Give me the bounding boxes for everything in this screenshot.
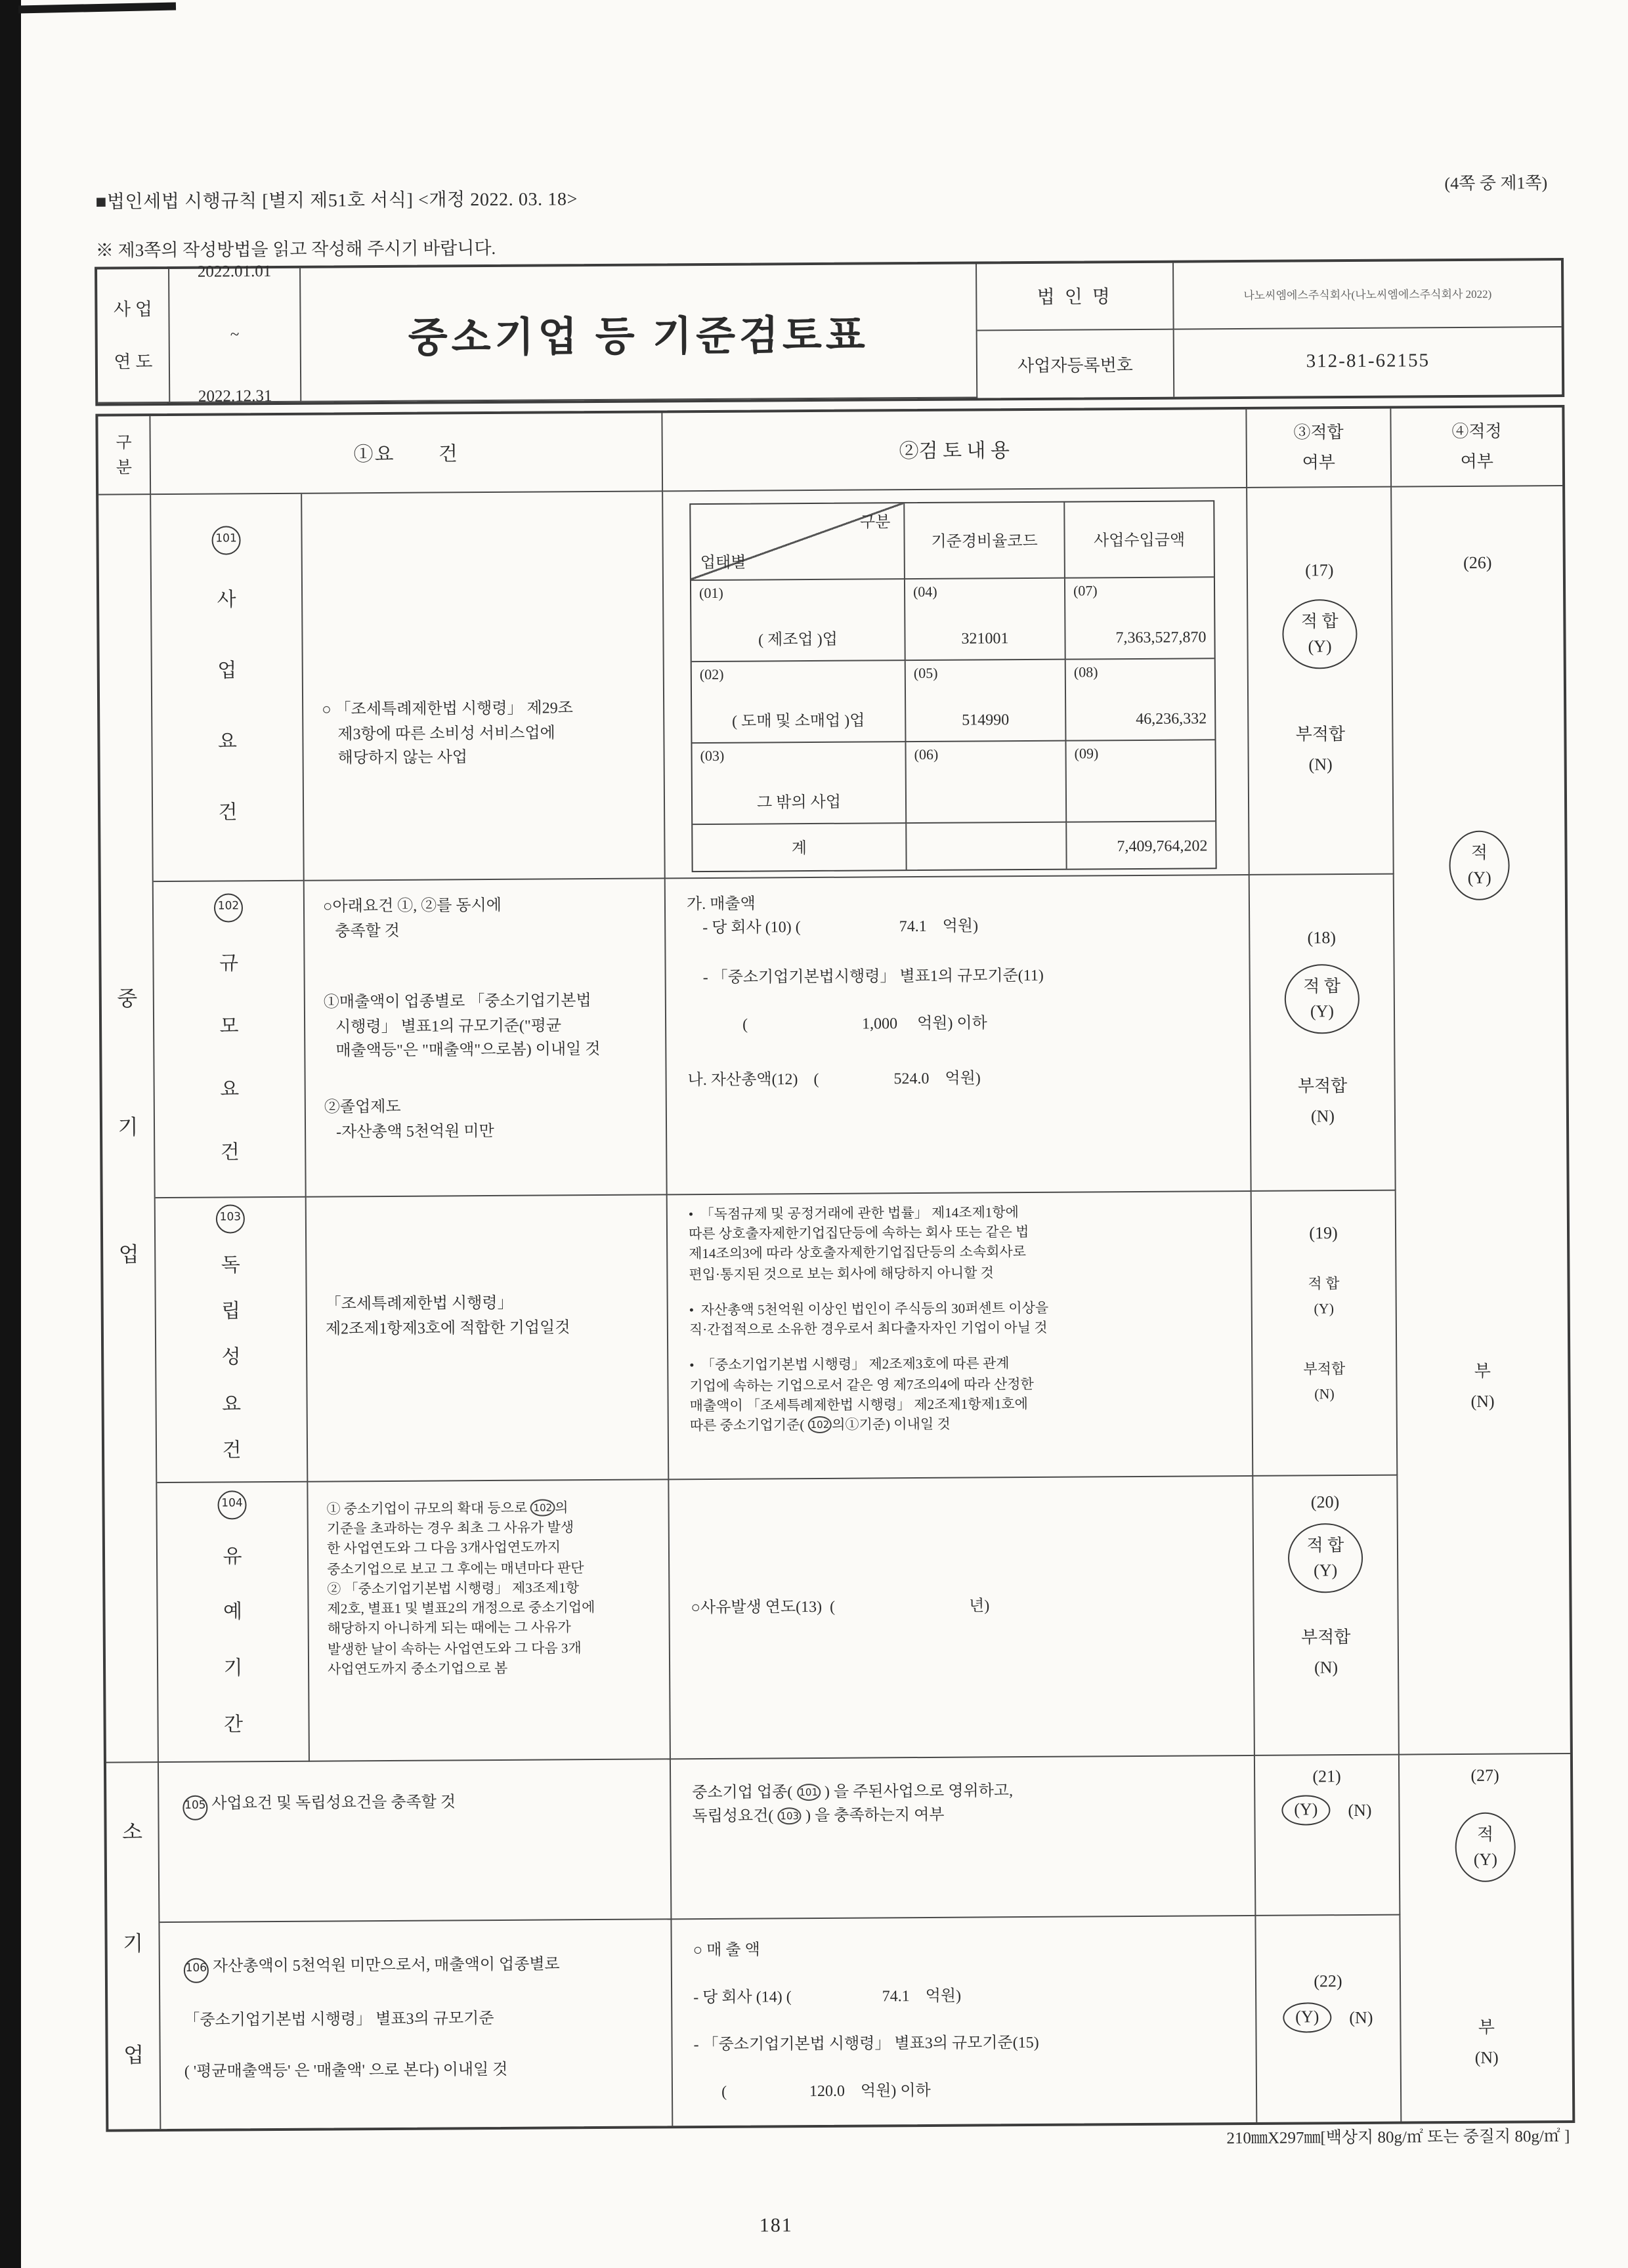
section-103-requirement: 「조세특례제한법 시행령」 제2조제1항제3호에 적합한 기업일것 xyxy=(307,1195,670,1482)
business-type-table xyxy=(689,500,1216,872)
business-year-label: 사 업 연 도 xyxy=(97,269,170,404)
table-row-1-code: (04) 321001 xyxy=(905,579,1066,661)
section-101-label xyxy=(151,494,305,882)
circled-ref-101: 101 xyxy=(796,1784,821,1801)
circled-number-104: 104 xyxy=(217,1490,246,1519)
group-label-small-enterprise: 소 기 업 xyxy=(106,1763,161,2129)
fitness-cell-106 xyxy=(1256,1916,1402,2122)
col-header-business-revenue: 사업수입금액 xyxy=(1065,501,1214,578)
fitness-cell-105 xyxy=(1255,1755,1400,1916)
biz-reg-label: 사업자등록번호 xyxy=(977,330,1175,398)
table-row-1-amount: (07) 7,363,527,870 xyxy=(1065,578,1214,660)
adequacy-no-option: 부 (N) xyxy=(1474,2017,1499,2068)
section-104-name: 유 예 기 간 xyxy=(223,1546,244,1736)
section-105-requirement: 105 사업요건 및 독립성요건을 충족할 것 xyxy=(159,1759,672,1923)
hand-circle-mark: (Y) xyxy=(1282,1795,1329,1825)
circled-ref-103: 103 xyxy=(777,1807,802,1824)
hand-circle-mark: 적 합 (Y) xyxy=(1288,1523,1362,1593)
table-row-3-amount: (09) xyxy=(1066,740,1215,822)
fitness-no-option: (N) xyxy=(1348,1799,1372,1820)
diagonal-label-top: 구분 xyxy=(859,513,891,532)
col-header-requirement: ①요 건 xyxy=(150,413,663,495)
hand-circle-mark: 적 합 (Y) xyxy=(1285,964,1359,1034)
paper-spec-note: 210㎜X297㎜[백상지 80g/㎡ 또는 중질지 80g/㎡ ] xyxy=(1226,2127,1570,2148)
period-tilde: ~ xyxy=(230,324,240,343)
review-table xyxy=(95,405,1575,2132)
form-rule-reference: ■법인세법 시행규칙 [별지 제51호 서식] <개정 2022. 03. 18> xyxy=(95,190,578,213)
fitness-code-17: (17) xyxy=(1305,560,1334,580)
section-101-requirement: ○ 「조세특례제한법 시행령」 제29조 제3항에 따른 소비성 서비스업에 해당하지 않는 사업 xyxy=(302,492,666,881)
section-103-review: • 「독점규제 및 공정거래에 관한 법률」 제14조제1항에 따른 상호출자제한기업집단등에 속하는 회사 또는 같은 법 제14조의3에 따라 상호출자제한기업집단등의 소속회사로 편입·통지된 것으로 보는 회사에 해당하지 아니할 것 • 자산총액 5천억원 이상인 법인이 주식등의 30퍼센트 이상을 직·간접적으로 소유한 경우로서 최다출자자인 기업이 아닐 것 • 「중소기업기본법 시행령」 제2조제3호에 따른 관계 기업에 속하는 기업으로서 같은 영 제7조의4에 따라 산정한 매출액이 「조세특례제한법 시행령」 제2조제1항제1호에 따른 중소기업기준( 102 의①기준) 이내일 것 xyxy=(668,1192,1254,1480)
form-title: 중소기업 등 기준검토표 xyxy=(301,264,977,402)
section-106-requirement: 106 자산총액이 5천억원 미만으로서, 매출액이 업종별로 「중소기업기본법 시행령」 별표3의 규모기준 ( '평균매출액등' 은 '매출액' 으로 본다) 이내일 것 xyxy=(160,1920,673,2129)
fitness-cell-104 xyxy=(1253,1476,1400,1756)
doc-header-table xyxy=(95,258,1564,406)
section-104-requirement: ① 중소기업이 규모의 확대 등으로 102 의 기준을 초과하는 경우 최초 그 사유가 발생 한 사업연도와 그 다음 3개사업연도까지 중소기업으로 보고 그 후에는 매년마다 판단 ② 「중소기업기본법 시행령」 제3조제1항 제2호, 별표1 및 별표2의 개정으로 중소기업에 해당하지 아니하게 되는 때에는 그 사유가 발생한 날이 속하는 사업연도와 그 다음 3개 사업연도까지 중소기업으로 봄 xyxy=(308,1480,671,1761)
fitness-code-22: (22) xyxy=(1314,1971,1342,1991)
fitness-code-18: (18) xyxy=(1307,927,1337,948)
table-row-2-type: (02) ( 도매 및 소매업 )업 xyxy=(692,661,907,744)
fitness-no-option: 부적합 (N) xyxy=(1297,1075,1348,1126)
circled-number-106: 106 xyxy=(184,1958,209,1983)
total-row-amount: 7,409,764,202 xyxy=(1117,836,1208,856)
table-row-1-type: (01) ( 제조업 )업 xyxy=(691,579,906,662)
diagonal-label-bottom: 업태별 xyxy=(700,553,746,572)
fitness-code-20: (20) xyxy=(1310,1492,1340,1512)
section-104-review: ○사유발생 연도(13) ( 년) xyxy=(669,1477,1255,1759)
corp-name-value: 나노씨엠에스주식회사(나노씨엠에스주식회사 2022) xyxy=(1174,261,1562,330)
hand-circle-mark: 적 (Y) xyxy=(1455,1812,1516,1881)
hand-circle-mark: (Y) xyxy=(1283,2002,1331,2032)
period-end: 2022.12.31 xyxy=(198,387,272,406)
fitness-yes-option: 적 합 (Y) xyxy=(1308,1276,1340,1317)
col-header-expense-code: 기준경비율코드 xyxy=(905,503,1065,579)
circled-number-102: 102 xyxy=(214,893,243,922)
total-row-label: 계 xyxy=(693,824,907,871)
adequacy-cell-small xyxy=(1400,1754,1572,2122)
adequacy-cell-medium xyxy=(1392,486,1570,1755)
section-101-review xyxy=(663,488,1250,879)
circled-ref-102: 102 xyxy=(530,1499,555,1516)
section-102-review: 가. 매출액 - 당 회사 (10) ( 74.1 억원) - 「중소기업기본법시행령」 별표1의 규모기준(11) ( 1,000 억원) 이하 나. 자산총액(12) ( 524.0 억원) xyxy=(666,875,1252,1195)
section-102-label xyxy=(154,881,307,1198)
section-102-requirement: ○아래요건 ①, ②를 동시에 충족할 것 ①매출액이 업종별로 「중소기업기본법 시행령」 별표1의 규모기준("평균 매출액등"은 "매출액"으로봄) 이내일 것 ②졸업제도 -자산총액 5천억원 미만 xyxy=(305,879,668,1197)
circled-number-105: 105 xyxy=(182,1796,207,1820)
table-row-3-type: (03) 그 밖의 사업 xyxy=(692,742,907,825)
fitness-cell-103 xyxy=(1252,1191,1398,1477)
section-104-label xyxy=(157,1482,310,1763)
fitness-no-option: 부적합 (N) xyxy=(1301,1626,1351,1677)
hand-circle-mark: 적 합 (Y) xyxy=(1283,599,1357,669)
circled-ref-102: 102 xyxy=(808,1416,832,1433)
col-header-fitness: ③적합 여부 xyxy=(1247,409,1392,488)
fitness-no-option: 부적합 (N) xyxy=(1295,723,1346,774)
section-102-name: 규 모 요 건 xyxy=(219,954,240,1164)
page-indicator: (4쪽 중 제1쪽) xyxy=(1444,173,1548,194)
circled-number-101: 101 xyxy=(211,526,240,555)
corp-name-label: 법 인 명 xyxy=(977,263,1174,331)
business-period xyxy=(169,262,301,406)
circled-number-103: 103 xyxy=(216,1204,245,1233)
col-header-review: ②검 토 내 용 xyxy=(662,410,1247,492)
adequacy-code-26: (26) xyxy=(1463,552,1492,572)
fitness-code-21: (21) xyxy=(1312,1766,1341,1786)
section-105-review: 중소기업 업종( 101 ) 을 주된사업으로 영위하고, 독립성요건( 103 ) 을 충족하는지 여부 xyxy=(671,1756,1256,1920)
col-header-gubun: 구 분 xyxy=(98,416,151,495)
fitness-no-option: (N) xyxy=(1349,2006,1373,2027)
table-row-2-code: (05) 514990 xyxy=(906,660,1067,742)
group-label-medium-enterprise: 중 기 업 xyxy=(98,495,159,1763)
total-row-spacer xyxy=(907,823,1067,870)
section-103-label xyxy=(156,1198,309,1483)
fitness-cell-101 xyxy=(1247,488,1394,875)
section-101-name: 사 업 요 건 xyxy=(217,590,238,824)
biz-reg-value: 312-81-62155 xyxy=(1306,350,1430,373)
adequacy-no-option: 부 (N) xyxy=(1470,1360,1495,1412)
table-row-3-code: (06) xyxy=(906,742,1067,824)
hand-circle-mark: 적 (Y) xyxy=(1449,831,1510,900)
form-guide-note: ※ 제3쪽의 작성방법을 읽고 작성해 주시기 바랍니다. xyxy=(95,238,496,261)
section-106-review: ○ 매 출 액 - 당 회사 (14) ( 74.1 억원) - 「중소기업기본법 시행령」 별표3의 규모기준(15) ( 120.0 억원) 이하 xyxy=(672,1916,1257,2126)
period-start: 2022.01.01 xyxy=(197,262,272,281)
section-103-name: 독 립 성 요 건 xyxy=(221,1255,242,1462)
fitness-code-19: (19) xyxy=(1309,1223,1338,1243)
fitness-cell-102 xyxy=(1250,875,1396,1192)
page-number: 181 xyxy=(759,2216,793,2237)
fitness-no-option: 부적합 (N) xyxy=(1303,1362,1346,1403)
adequacy-code-27: (27) xyxy=(1470,1765,1499,1785)
table-row-2-amount: (08) 46,236,332 xyxy=(1066,659,1215,741)
col-header-adequacy: ④적정 여부 xyxy=(1391,408,1562,488)
diagonal-header-cell xyxy=(691,503,905,581)
